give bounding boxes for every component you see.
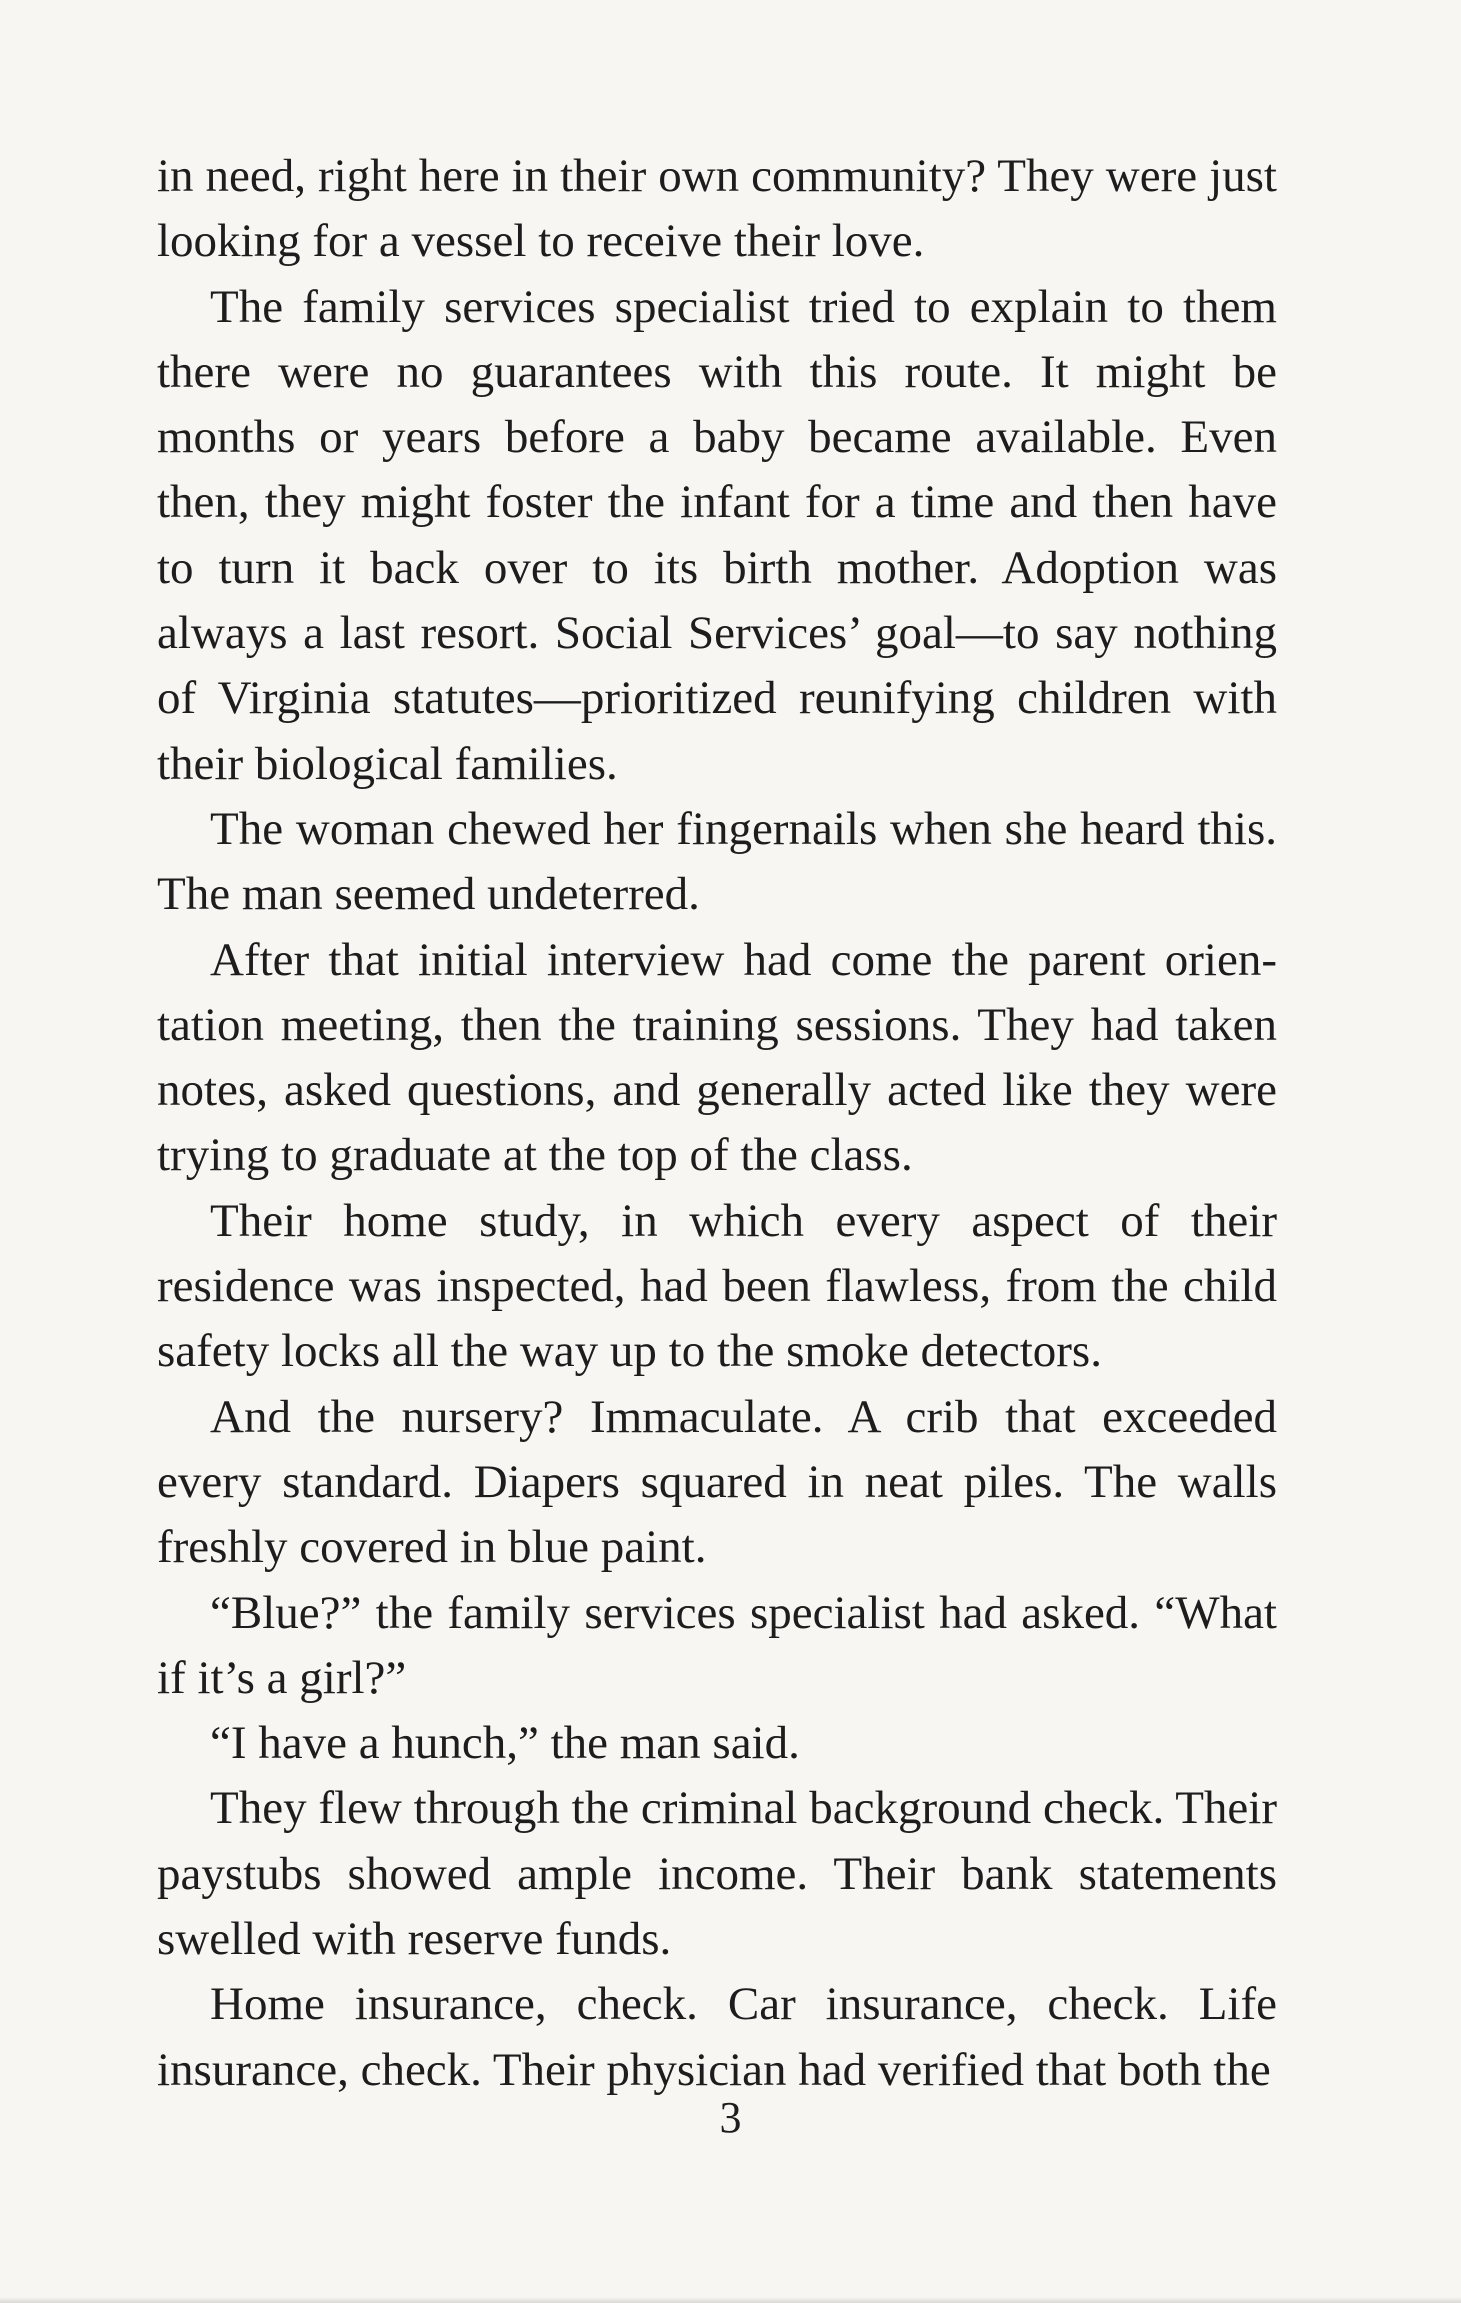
page-number: 3 [719, 2093, 742, 2142]
paragraph-1: in need, right here in their own community? They were just looking for a vessel to receive their love. [157, 150, 1277, 268]
page-edge-shadow [0, 2297, 1461, 2303]
paragraph-9: They flew through the criminal background check. Their paystubs showed ample income. Their bank statements swelled with reserve funds. [157, 1782, 1277, 1966]
paragraph-2: The family services specialist tried to explain to them there were no guarantees with this route. It might be months or years before a baby became available. Even then, they might foster the infant for a time and then have to turn it back over to its birth mother. Adoption was always a last resort. Social Services’ goal—to say nothing of Virginia statutes—prioritized reunifying children with their biological families. [157, 280, 1277, 790]
paragraph-3: The woman chewed her fingernails when she heard this. The man seemed undeterred. [157, 802, 1277, 921]
paragraph-4: After that initial interview had come the parent orientation meeting, then the training sessions. They had taken notes, asked questions, and generally acted like they were trying to graduate at the top of the class. [157, 933, 1277, 1182]
paragraph-8: “I have a hunch,” the man said. [210, 1717, 800, 1770]
paragraph-7: “Blue?” the family services specialist had asked. “What if it’s a girl?” [157, 1586, 1277, 1704]
paragraph-5: Their home study, in which every aspect of their residence was inspected, had been flawless, from the child safety locks all the way up to the smoke detectors. [157, 1194, 1277, 1378]
paragraph-10: Home insurance, check. Car insurance, check. Life insurance, check. Their physician had verified that both the [157, 1978, 1277, 2096]
paragraph-6: And the nursery? Immaculate. A crib that exceeded every standard. Diapers squared in neat piles. The walls freshly covered in blue paint. [157, 1390, 1277, 1574]
body-text [157, 144, 1277, 2103]
